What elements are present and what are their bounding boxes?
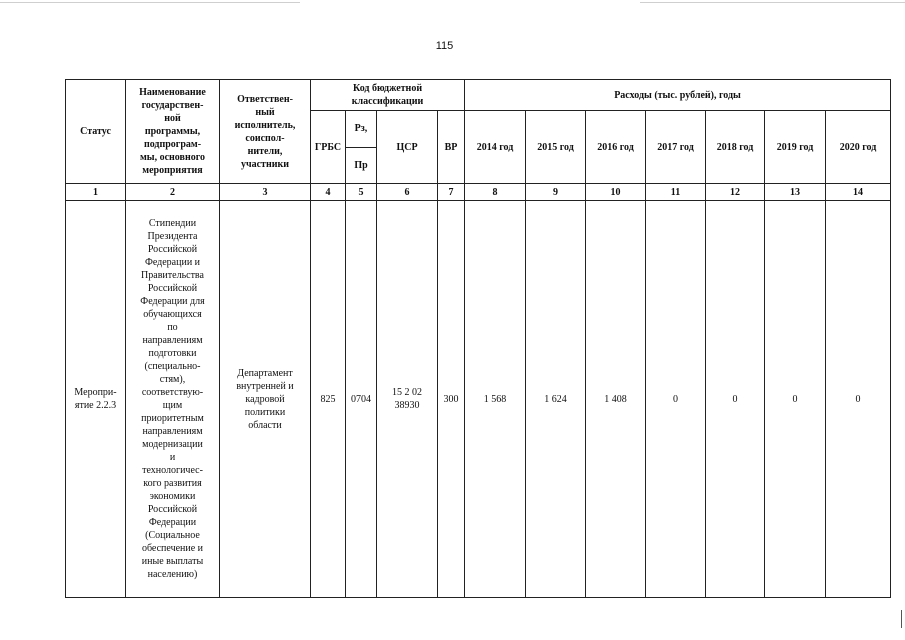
- column-index: 14: [826, 184, 891, 201]
- row-program-name: Стипендии Президента Российской Федерации и Правительства Российской Федерации для обучающихся по направлениям подготовки (специально- стям), соответствую- щим приоритетным направлениям модернизации и технологичес- кого развития экономики Российской Федерации (Социальное обеспечение и иные выплаты населению): [126, 201, 220, 598]
- column-index: 2: [126, 184, 220, 201]
- top-edge-line-right: [640, 2, 905, 3]
- column-index-row: [66, 184, 891, 201]
- top-edge-line-left: [0, 2, 300, 3]
- row-vr: 300: [438, 201, 465, 598]
- header-year-2016: 2016 год: [586, 111, 646, 184]
- column-index: 11: [646, 184, 706, 201]
- row-status: Меропри- ятие 2.2.3: [66, 201, 126, 598]
- header-vr: ВР: [438, 111, 465, 184]
- header-year-2014: 2014 год: [465, 111, 526, 184]
- header-expenses: Расходы (тыс. рублей), годы: [465, 80, 891, 111]
- column-index: 7: [438, 184, 465, 201]
- row-value-2020: 0: [826, 201, 891, 598]
- row-value-2016: 1 408: [586, 201, 646, 598]
- row-executor: Департамент внутренней и кадровой политики области: [220, 201, 311, 598]
- header-year-2019: 2019 год: [765, 111, 826, 184]
- row-rz-pr: 0704: [346, 201, 377, 598]
- header-row-top: [66, 80, 891, 111]
- row-value-2015: 1 624: [526, 201, 586, 598]
- column-index: 5: [346, 184, 377, 201]
- header-year-2018: 2018 год: [706, 111, 765, 184]
- edge-mark: [901, 610, 902, 628]
- column-index: 1: [66, 184, 126, 201]
- header-year-2015: 2015 год: [526, 111, 586, 184]
- header-pr: Пр: [346, 147, 377, 184]
- header-program-name: Наименование государствен- ной программы, подпрограм- мы, основного мероприятия: [126, 80, 220, 184]
- column-index: 13: [765, 184, 826, 201]
- row-grbs: 825: [311, 201, 346, 598]
- row-csr: 15 2 02 38930: [377, 201, 438, 598]
- header-rz: Рз,: [346, 111, 377, 148]
- column-index: 8: [465, 184, 526, 201]
- row-value-2014: 1 568: [465, 201, 526, 598]
- row-value-2019: 0: [765, 201, 826, 598]
- header-budget-code: Код бюджетной классификации: [311, 80, 465, 111]
- header-year-2020: 2020 год: [826, 111, 891, 184]
- row-value-2018: 0: [706, 201, 765, 598]
- column-index: 4: [311, 184, 346, 201]
- budget-table: [65, 79, 891, 598]
- column-index: 6: [377, 184, 438, 201]
- header-status: Статус: [66, 80, 126, 184]
- column-index: 9: [526, 184, 586, 201]
- column-index: 12: [706, 184, 765, 201]
- header-executor: Ответствен- ный исполнитель, соиспол- нители, участники: [220, 80, 311, 184]
- table-row: [66, 201, 891, 598]
- header-csr: ЦСР: [377, 111, 438, 184]
- row-value-2017: 0: [646, 201, 706, 598]
- header-grbs: ГРБС: [311, 111, 346, 184]
- column-index: 10: [586, 184, 646, 201]
- header-year-2017: 2017 год: [646, 111, 706, 184]
- column-index: 3: [220, 184, 311, 201]
- page-number: 115: [435, 40, 454, 52]
